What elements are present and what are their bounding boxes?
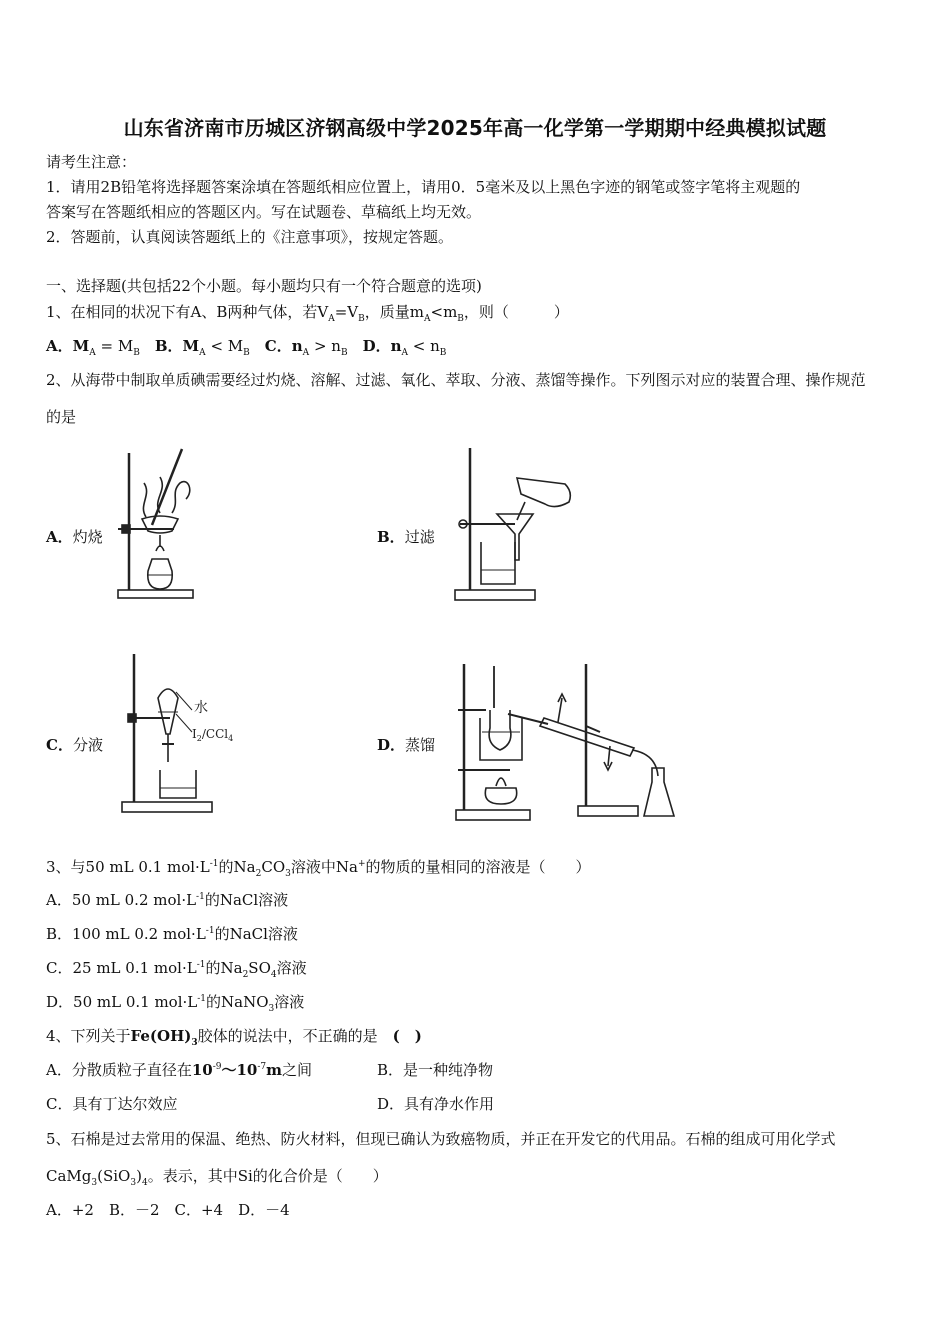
- water-pointer: [176, 692, 192, 710]
- clamp-knob: [128, 714, 136, 722]
- label-water: 水: [194, 700, 208, 716]
- crucible: [142, 516, 178, 533]
- stand-base-left: [456, 810, 530, 820]
- q3-stem: 3、与50 mL 0.1 $mol\cdot L^{-1}$的$Na_2CO_3$溶液中Na+的物质的量相同的溶液是（ ）: [46, 858, 591, 879]
- q5-options: A．+2 B．－2 C．+4 D．－4: [46, 1201, 290, 1219]
- notice-line2: 2．答题前，认真阅读答题纸上的《注意事项》，按规定答题。: [46, 228, 454, 246]
- diagram-burning: [110, 447, 220, 605]
- smoke-3: [172, 482, 190, 513]
- notice-line1b: 答案写在答题纸相应的答题区内。写在试题卷、草稿纸上均无效。: [46, 203, 482, 221]
- q2-option-b: B．过滤: [377, 528, 435, 546]
- q5-stem-line2: $CaMg_3(SiO_3)_4$。表示，其中Si的化合价是（ ）: [46, 1167, 388, 1188]
- stand-base: [455, 590, 535, 600]
- label-i2-ccl4: $I_2/CCl_4$: [192, 727, 234, 743]
- q2-option-c: C．分液: [46, 736, 103, 754]
- q3-option-a: A．50 mL 0.2 $mol\cdot L^{-1}$的NaCl溶液: [46, 891, 289, 909]
- notice-heading: 请考生注意：: [46, 153, 137, 171]
- q2-stem-line1: 2、从海带中制取单质碘需要经过灼烧、溶解、过滤、氧化、萃取、分液、蒸馏等操作。下列图示对应的装置合理、操作规范: [46, 371, 866, 389]
- q4-option-c: C．具有丁达尔效应: [46, 1095, 178, 1113]
- q2-option-a: A．灼烧: [46, 528, 103, 546]
- stand-base: [122, 802, 212, 812]
- q4-stem: 4、下列关于$Fe(OH)_3$胶体的说法中，不正确的是 ( ): [46, 1027, 422, 1048]
- smoke-1: [143, 483, 146, 517]
- q2-stem-line2: 的是: [46, 408, 77, 426]
- layer-pointer: [176, 714, 192, 732]
- q4-option-b: B．是一种纯净物: [377, 1061, 494, 1079]
- adapter: [632, 750, 658, 776]
- q2-option-d: D．蒸馏: [377, 736, 436, 754]
- conical-flask: [644, 768, 674, 816]
- stand-base-right: [578, 806, 638, 816]
- water-bath: [480, 718, 522, 760]
- notice-line1: 1．请用2B铅笔将选择题答案涂填在答题纸相应位置上，请用0．5毫米及以上黑色字迹的钢笔或签字笔将主观题的: [46, 178, 801, 196]
- q4-option-a: A．分散质粒子直径在$10^{-9}\sim 10^{-7}m$之间: [46, 1061, 313, 1079]
- clamp-knob: [122, 525, 130, 533]
- q3-option-c: C．25 mL 0.1 $mol\cdot L^{-1}$的$Na_2SO_4$溶液: [46, 959, 307, 980]
- alcohol-lamp: [148, 559, 173, 589]
- stand-base: [118, 590, 193, 598]
- distilling-flask: [489, 710, 511, 750]
- diagram-separatory-funnel: [118, 650, 253, 815]
- section-heading: 一、选择题(共包括22个小题。每小题均只有一个符合题意的选项): [46, 277, 482, 295]
- receiving-beaker: [160, 770, 196, 798]
- q1-options: A．$M_A = M_B$ B．$M_A < M_B$ C．$n_A > n_B$ D．$n_A < n_B$: [46, 337, 447, 358]
- q4-option-d: D．具有净水作用: [377, 1095, 495, 1113]
- condenser-clamp: [586, 726, 600, 732]
- flame: [156, 546, 164, 551]
- page-title: 山东省济南市历城区济钢高级中学2025年高一化学第一学期期中经典模拟试题: [123, 116, 827, 140]
- q1-stem: 1、在相同的状况下有A、B两种气体，若$V_A=V_B$，质量$m_A<m_B$，则（ ）: [46, 303, 569, 324]
- q5-stem-line1: 5、石棉是过去常用的保温、绝热、防火材料，但现已确认为致癌物质，并正在开发它的代用品。石棉的组成可用化学式: [46, 1130, 836, 1148]
- q3-option-d: D．50 mL 0.1 $mol\cdot L^{-1}$的NaNO$_3$溶液: [46, 993, 305, 1014]
- alcohol-lamp: [485, 788, 516, 804]
- q3-option-b: B．100 mL 0.2 $mol\cdot L^{-1}$的NaCl溶液: [46, 925, 298, 943]
- diagram-distillation: [450, 658, 682, 828]
- glass-rod: [517, 502, 525, 520]
- flame: [496, 778, 506, 786]
- diagram-filtration: [445, 442, 575, 607]
- receiving-beaker: [481, 542, 515, 584]
